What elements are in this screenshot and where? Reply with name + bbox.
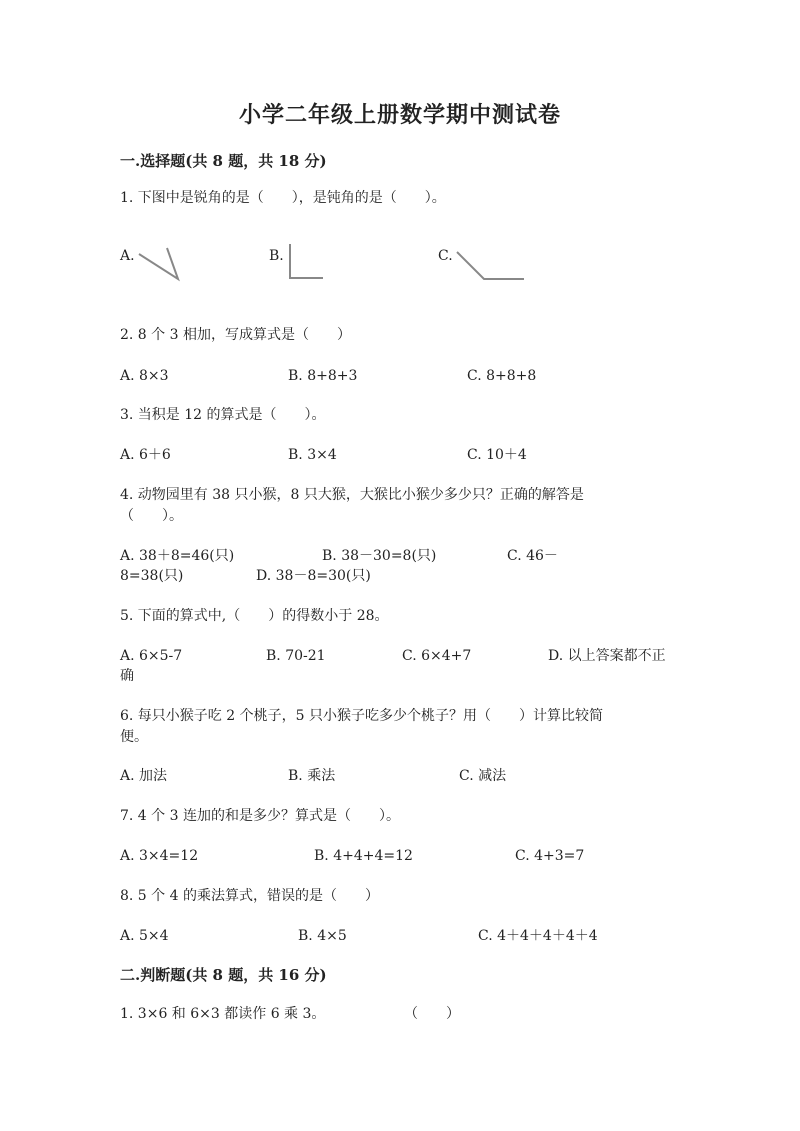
question-6-option-c: C. 减法 [459,768,507,784]
question-4-option-b: B. 38－30=8(只) [322,548,437,564]
question-8-stem: 8. 5 个 4 的乘法算式，错误的是（ ） [120,888,379,904]
question-5-option-a: A. 6×5-7 [120,648,183,664]
acute-angle-figure [136,244,182,284]
right-angle-figure [285,240,327,284]
question-2-option-b: B. 8+8+3 [288,368,358,384]
question-6-option-a: A. 加法 [120,768,168,784]
question-5-stem: 5. 下面的算式中,（ ）的得数小于 28。 [120,608,389,624]
judgment-question-1-blank: （ ） [404,1006,460,1022]
question-7-option-a: A. 3×4=12 [120,848,199,864]
section-heading-judgment: 二.判断题(共 8 题，共 16 分) [120,966,327,984]
page-title: 小学二年级上册数学期中测试卷 [238,102,561,128]
question-4-option-c: C. 46－ [507,548,558,564]
section-heading-choice: 一.选择题(共 8 题，共 18 分) [120,152,327,170]
question-3-stem: 3. 当积是 12 的算式是（ ）。 [120,407,326,423]
question-3-option-c: C. 10＋4 [467,447,527,463]
question-4-option-d: D. 38－8=30(只) [256,568,371,584]
question-7-stem: 7. 4 个 3 连加的和是多少？算式是（ ）。 [120,808,400,824]
question-8-option-b: B. 4×5 [298,928,347,944]
question-6-stem-line-1: 6. 每只小猴子吃 2 个桃子，5 只小猴子吃多少个桃子？用（ ）计算比较简 [120,708,603,724]
question-4-stem-line-2: （ ）。 [120,508,183,524]
question-8-option-a: A. 5×4 [120,928,169,944]
question-1-option-c: C. [438,248,453,264]
question-3-option-b: B. 3×4 [288,447,337,463]
question-5-option-d: D. 以上答案都不正 [548,648,666,664]
question-4-option-c-continued: 8=38(只) [120,568,184,584]
question-1-option-a: A. [120,248,135,264]
question-1-option-b: B. [269,248,284,264]
question-7-option-b: B. 4+4+4=12 [314,848,413,864]
question-3-option-a: A. 6＋6 [120,447,171,463]
question-4-option-a: A. 38＋8=46(只) [120,548,235,564]
question-1-stem: 1. 下图中是锐角的是（ ），是钝角的是（ ）。 [120,190,446,206]
question-7-option-c: C. 4+3=7 [515,848,585,864]
question-2-option-c: C. 8+8+8 [467,368,537,384]
question-2-option-a: A. 8×3 [120,368,169,384]
question-5-option-d-continued: 确 [120,668,134,684]
judgment-question-1-stem: 1. 3×6 和 6×3 都读作 6 乘 3。 [120,1006,326,1022]
question-8-option-c: C. 4＋4＋4＋4＋4 [478,928,598,944]
question-5-option-b: B. 70-21 [266,648,326,664]
question-6-option-b: B. 乘法 [288,768,336,784]
question-2-stem: 2. 8 个 3 相加，写成算式是（ ） [120,327,351,343]
question-5-option-c: C. 6×4+7 [402,648,472,664]
question-6-stem-line-2: 便。 [120,729,148,745]
question-4-stem-line-1: 4. 动物园里有 38 只小猴，8 只大猴，大猴比小猴少多少只？正确的解答是 [120,487,584,503]
obtuse-angle-figure [454,248,528,284]
